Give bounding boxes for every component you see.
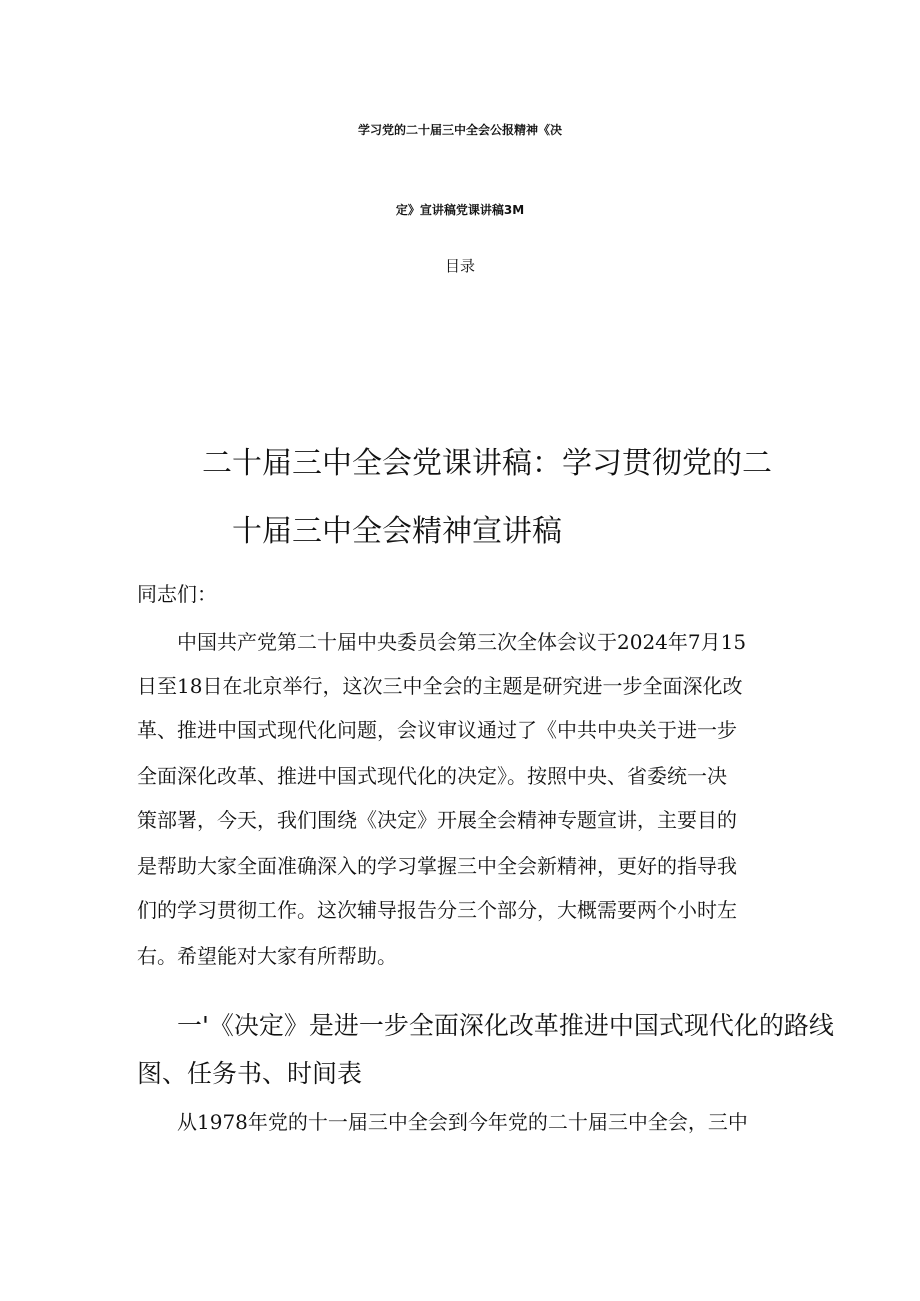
paragraph-1-line: 全面深化改革、推进中国式现代化的决定》。按照中央、省委统一决 xyxy=(137,764,727,788)
heading-one-line-2: 图、任务书、时间表 xyxy=(137,1059,363,1088)
paragraph-1-line: 日至18日在北京举行，这次三中全会的主题是研究进一步全面深化改 xyxy=(137,674,743,698)
table-of-contents-label: 目录 xyxy=(444,257,475,275)
section-title-line-1: 二十届三中全会党课讲稿：学习贯彻党的二 xyxy=(202,446,772,481)
heading-one-line-1: 一'《决定》是进一步全面深化改革推进中国式现代化的路线 xyxy=(177,1011,834,1040)
document-title-line-1: 学习党的二十届三中全会公报精神《决 xyxy=(357,123,562,137)
salutation: 同志们： xyxy=(137,582,217,606)
section-title-line-2: 十届三中全会精神宣讲稿 xyxy=(232,514,562,549)
paragraph-1-line: 中国共产党第二十届中央委员会第三次全体会议于2024年7月15 xyxy=(177,630,747,654)
paragraph-1-line: 是帮助大家全面准确深入的学习掌握三中全会新精神，更好的指导我 xyxy=(137,854,737,878)
paragraph-1-line: 们的学习贯彻工作。这次辅导报告分三个部分，大概需要两个小时左 xyxy=(137,898,737,922)
paragraph-2-line: 从1978年党的十一届三中全会到今年党的二十届三中全会，三中 xyxy=(177,1110,748,1134)
paragraph-1-line: 革、推进中国式现代化问题，会议审议通过了《中共中央关于进一步 xyxy=(137,718,737,742)
paragraph-1-line: 右。希望能对大家有所帮助。 xyxy=(137,944,397,968)
document-title-line-2: 定》宣讲稿党课讲稿3M xyxy=(395,203,525,217)
paragraph-1-line: 策部署，今天，我们围绕《决定》开展全会精神专题宣讲，主要目的 xyxy=(137,808,737,832)
